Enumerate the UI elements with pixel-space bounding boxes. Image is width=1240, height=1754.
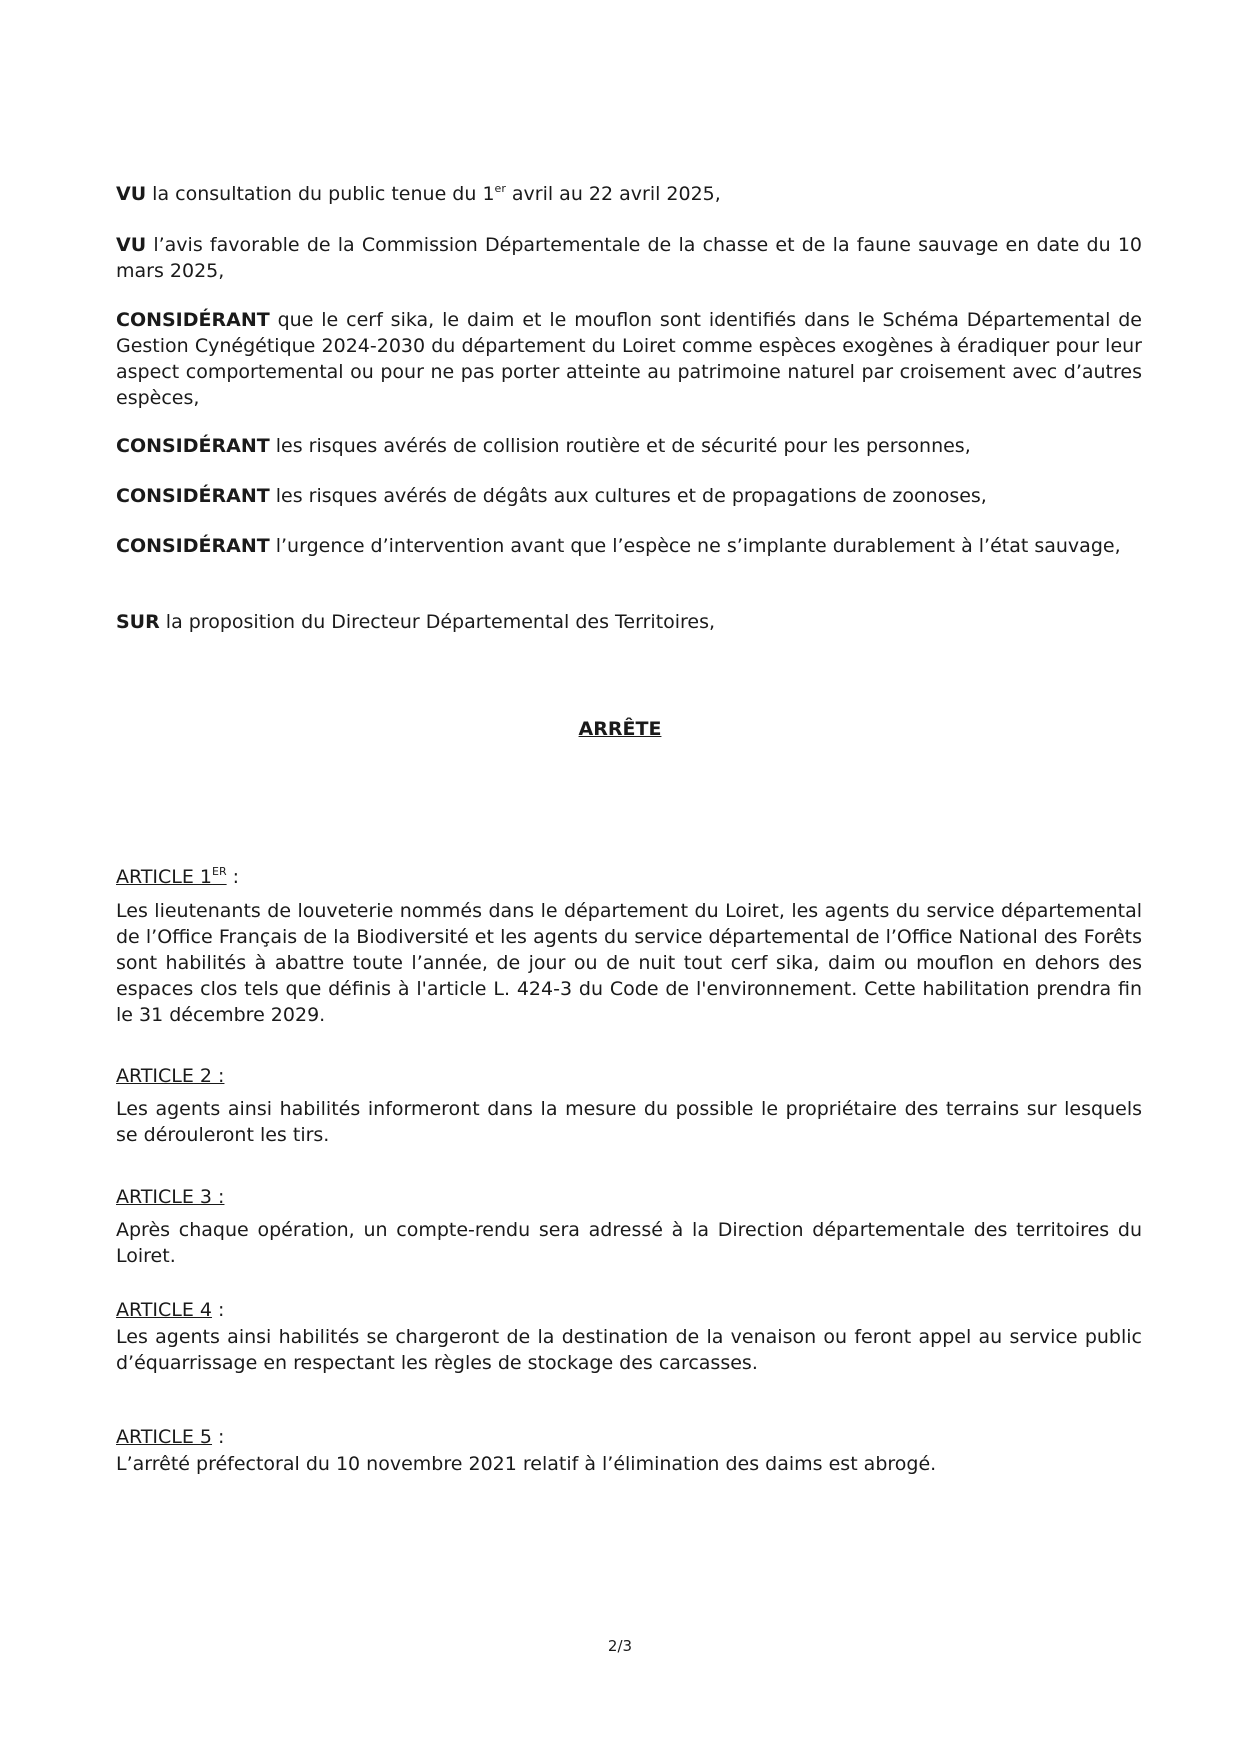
article-4-heading-suffix: : (212, 1299, 225, 1321)
considerant-keyword: CONSIDÉRANT (116, 435, 270, 457)
considerant-text: que le cerf sika, le daim et le mouflon sont identifiés dans le Schéma Départemental de Gestion Cynégétique 2024-2030 du département du Loiret comme espèces exogènes à éradiquer pour leur aspect comportemental ou pour ne pas porter atteinte au patrimoine naturel par croisement avec d’autres espèces, (116, 309, 1142, 409)
decision-title: ARRÊTE (578, 718, 662, 740)
visa-avis-commission (116, 232, 1142, 284)
considerant-urgence (116, 533, 1142, 559)
proposition-text: la proposition du Directeur Départemental des Territoires, (159, 611, 716, 633)
considerant-text: l’urgence d’intervention avant que l’espèce ne s’implante durablement à l’état sauvage, (269, 535, 1121, 557)
article-1-heading-suffix: : (226, 866, 240, 888)
visa-keyword: VU (116, 183, 147, 205)
visa-text: l’avis favorable de la Commission Départementale de la chasse et de la faune sauvage en date du 10 mars 2025, (116, 234, 1142, 282)
visa-superscript: er (494, 182, 506, 195)
article-5-heading (116, 1424, 224, 1450)
proposition-keyword: SUR (116, 611, 160, 633)
article-4-heading (116, 1297, 224, 1323)
article-1-body: Les lieutenants de louveterie nommés dans le département du Loiret, les agents du service départemental de l’Office Français de la Biodiversité et les agents du service départemental de l’Office National des Forêts sont habilités à abattre toute l’année, de jour ou de nuit tout cerf sika, daim ou mouflon en dehors des espaces clos tels que définis à l'article L. 424-3 du Code de l'environnement. Cette habilitation prendra fin le 31 décembre 2029. (116, 900, 1142, 1026)
considerant-keyword: CONSIDÉRANT (116, 535, 270, 557)
visa-text-end: avril au 22 avril 2025, (505, 183, 721, 205)
considerant-keyword: CONSIDÉRANT (116, 309, 270, 331)
article-2-body: Les agents ainsi habilités informeront dans la mesure du possible le propriétaire des terrains sur lesquels se dérouleront les tirs. (116, 1098, 1142, 1146)
proposition-directeur (116, 609, 1142, 635)
article-5-heading-text: ARTICLE 5 (116, 1426, 213, 1448)
considerant-text: les risques avérés de collision routière et de sécurité pour les personnes, (269, 435, 971, 457)
article-1-heading-text: ARTICLE 1 (116, 866, 213, 888)
article-3-heading-text: ARTICLE 3 : (116, 1186, 225, 1208)
visa-keyword: VU (116, 234, 147, 256)
article-1-heading (116, 864, 239, 890)
article-3-heading (116, 1184, 224, 1210)
article-1-heading-sup: ER (212, 865, 227, 878)
article-2-heading-text: ARTICLE 2 : (116, 1065, 225, 1087)
visa-consultation (116, 181, 1142, 207)
visa-text: la consultation du public tenue du 1 (146, 183, 495, 205)
considerant-degats (116, 483, 1142, 509)
considerant-keyword: CONSIDÉRANT (116, 485, 270, 507)
article-3-body: Après chaque opération, un compte-rendu sera adressé à la Direction départementale des territoires du Loiret. (116, 1219, 1142, 1267)
considerant-especes (116, 307, 1142, 411)
page-number: 2/3 (607, 1637, 633, 1655)
considerant-text: les risques avérés de dégâts aux cultures et de propagations de zoonoses, (269, 485, 987, 507)
considerant-collision (116, 433, 1142, 459)
article-5-body: L’arrêté préfectoral du 10 novembre 2021 relatif à l’élimination des daims est abrogé. (116, 1453, 937, 1475)
article-5-heading-suffix: : (212, 1426, 225, 1448)
article-4-heading-text: ARTICLE 4 (116, 1299, 213, 1321)
article-2-heading (116, 1063, 224, 1089)
article-4-body: Les agents ainsi habilités se chargeront de la destination de la venaison ou feront appel au service public d’équarrissage en respectant les règles de stockage des carcasses. (116, 1326, 1142, 1374)
